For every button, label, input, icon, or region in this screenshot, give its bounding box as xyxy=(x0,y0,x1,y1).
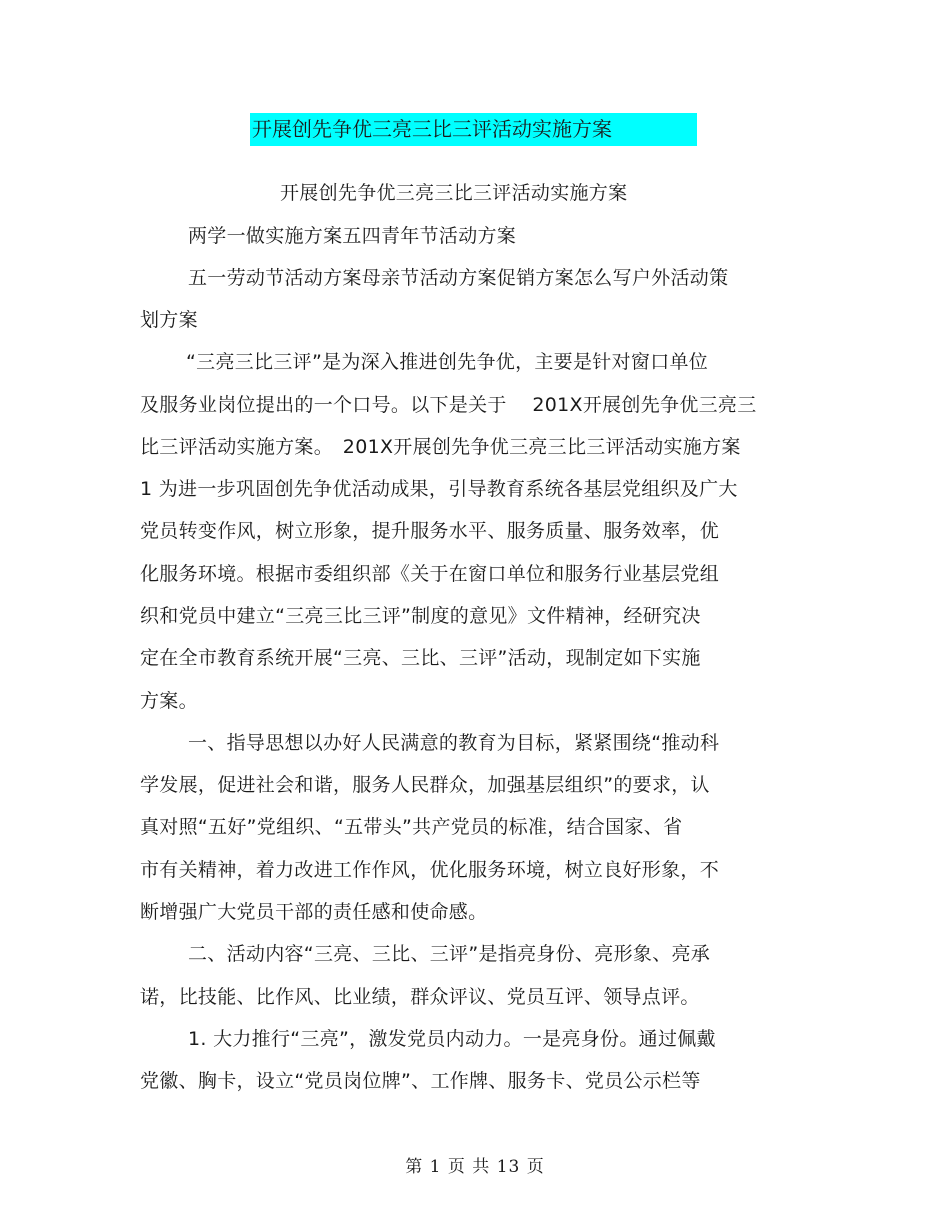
text-line: 真对照“五好”党组织、“五带头”共产党员的标准，结合国家、省 xyxy=(140,816,683,838)
text-line: 织和党员中建立“三亮三比三评”制度的意见》文件精神，经研究决 xyxy=(140,605,701,627)
text-line: 化服务环境。根据市委组织部《关于在窗口单位和服务行业基层党组 xyxy=(140,563,720,585)
text-line: 诺，比技能、比作风、比业绩，群众评议、党员互评、领导点评。 xyxy=(140,986,700,1008)
text-line: 党员转变作风，树立形象，提升服务水平、服务质量、服务效率，优 xyxy=(140,520,720,542)
text-line: 1 为进一步巩固创先争优活动成果，引导教育系统各基层党组织及广大 xyxy=(140,478,738,500)
text-line: 五一劳动节活动方案母亲节活动方案促销方案怎么写户外活动策 xyxy=(188,267,729,289)
text-line: 党徽、胸卡，设立“党员岗位牌”、工作牌、服务卡、党员公示栏等 xyxy=(140,1070,701,1092)
text-line: “三亮三比三评”是为深入推进创先争优，主要是针对窗口单位 xyxy=(186,351,709,373)
text-line: 1. 大力推行“三亮”，激发党员内动力。一是亮身份。通过佩戴 xyxy=(188,1028,716,1050)
text-line: 一、指导思想以办好人民满意的教育为目标，紧紧围绕“推动科 xyxy=(188,732,720,754)
text-line: 市有关精神，着力改进工作作风，优化服务环境，树立良好形象，不 xyxy=(140,859,720,881)
text-line: 学发展，促进社会和谐，服务人民群众，加强基层组织”的要求，认 xyxy=(140,774,710,796)
text-line: 定在全市教育系统开展“三亮、三比、三评”活动，现制定如下实施 xyxy=(140,647,701,669)
text-line: 方案。 xyxy=(140,690,198,712)
text-line: 断增强广大党员干部的责任感和使命感。 xyxy=(140,901,488,923)
text-line: 比三评活动实施方案。 201X开展创先争优三亮三比三评活动实施方案 xyxy=(140,436,741,458)
page-footer: 第 1 页 共 13 页 xyxy=(405,1157,545,1177)
subtitle-line: 开展创先争优三亮三比三评活动实施方案 xyxy=(280,182,628,204)
document-title: 开展创先争优三亮三比三评活动实施方案 xyxy=(250,113,697,146)
text-line: 划方案 xyxy=(140,309,198,331)
text-line: 两学一做实施方案五四青年节活动方案 xyxy=(188,225,517,247)
text-line: 及服务业岗位提出的一个口号。以下是关于 201X开展创先争优三亮三 xyxy=(140,394,757,416)
text-line: 二、活动内容“三亮、三比、三评”是指亮身份、亮形象、亮承 xyxy=(188,943,711,965)
